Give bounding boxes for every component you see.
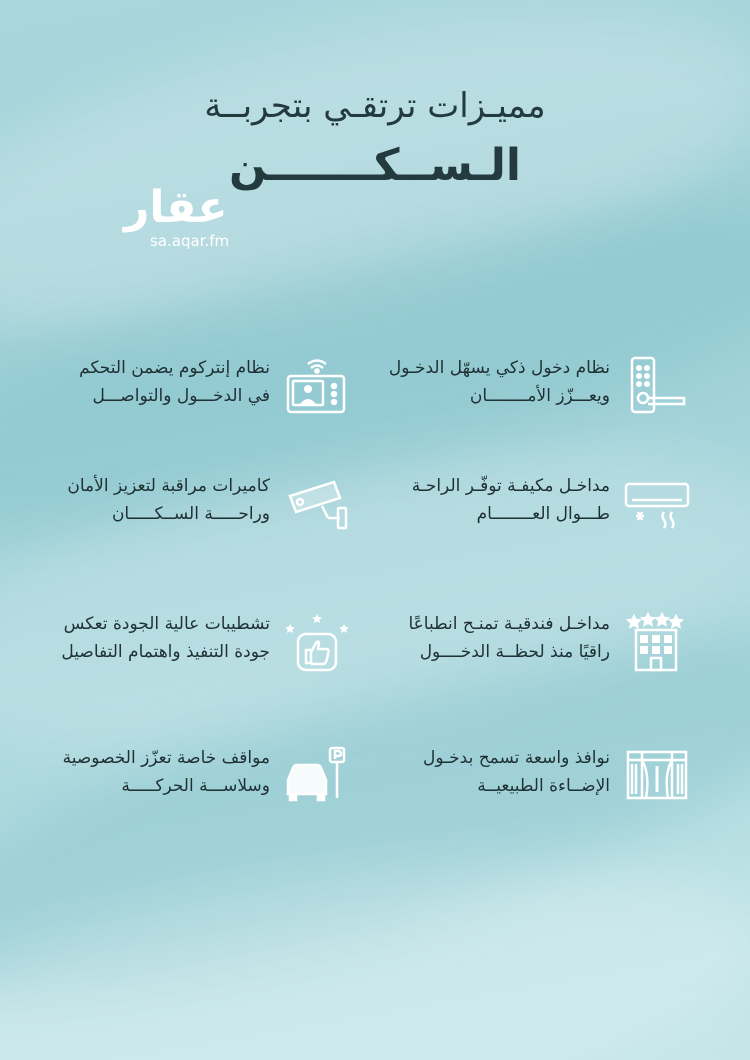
feature-line-1: تشطيبات عالية الجودة تعكس — [63, 614, 270, 634]
feature-line-1: مداخـل مكيفـة توفّـر الراحـة — [411, 476, 610, 496]
feature-line-2: ويعـــزّز الأمــــــــان — [469, 386, 610, 406]
air-conditioner-icon — [624, 474, 690, 534]
feature-line-2: وراحـــــة الســكـــــان — [111, 504, 270, 524]
feature-private-parking — [30, 744, 350, 816]
feature-smart-entry — [370, 354, 690, 426]
feature-line-2: راقيًا منذ لحظــة الدخــــول — [419, 642, 610, 662]
feature-surveillance — [30, 472, 350, 544]
title-line-1: مميـزات ترتقـي بتجربــة — [204, 86, 546, 126]
watermark-logo — [124, 182, 254, 250]
title-line-2: الـســكـــــــن — [229, 140, 521, 191]
hotel-stars-icon — [624, 612, 690, 672]
parking-icon — [284, 746, 350, 806]
feature-intercom — [30, 354, 350, 426]
feature-quality-finishes — [30, 610, 350, 682]
feature-line-2: وسلاســـة الحركـــــة — [121, 776, 270, 796]
feature-hotel-entrance — [370, 610, 690, 682]
feature-line-2: الإضــاءة الطبيعيــة — [477, 776, 610, 796]
feature-line-1: مواقف خاصة تعزّز الخصوصية — [62, 748, 270, 768]
security-camera-icon — [284, 474, 350, 534]
feature-line-1: مداخـل فندقيـة تمنـح انطباعًا — [408, 614, 610, 634]
feature-line-2: في الدخـــول والتواصـــل — [92, 386, 270, 406]
feature-line-1: نظام إنتركوم يضمن التحكم — [79, 358, 270, 378]
feature-air-conditioned — [370, 472, 690, 544]
intercom-icon — [284, 356, 350, 416]
thumbs-up-stars-icon — [284, 612, 350, 672]
window-icon — [624, 746, 690, 806]
feature-line-1: نظام دخول ذكي يسهّل الدخـول — [388, 358, 610, 378]
smart-lock-icon — [624, 356, 690, 416]
logo-text: عقار — [124, 182, 228, 233]
feature-wide-windows — [370, 744, 690, 816]
feature-line-1: نوافذ واسعة تسمح بدخـول — [423, 748, 610, 768]
feature-line-1: كاميرات مراقبة لتعزيز الأمان — [67, 476, 270, 496]
logo-url: sa.aqar.fm — [150, 232, 230, 250]
feature-line-2: جودة التنفيذ واهتمام التفاصيل — [61, 642, 270, 662]
feature-line-2: طـــوال العــــــــام — [476, 504, 610, 524]
